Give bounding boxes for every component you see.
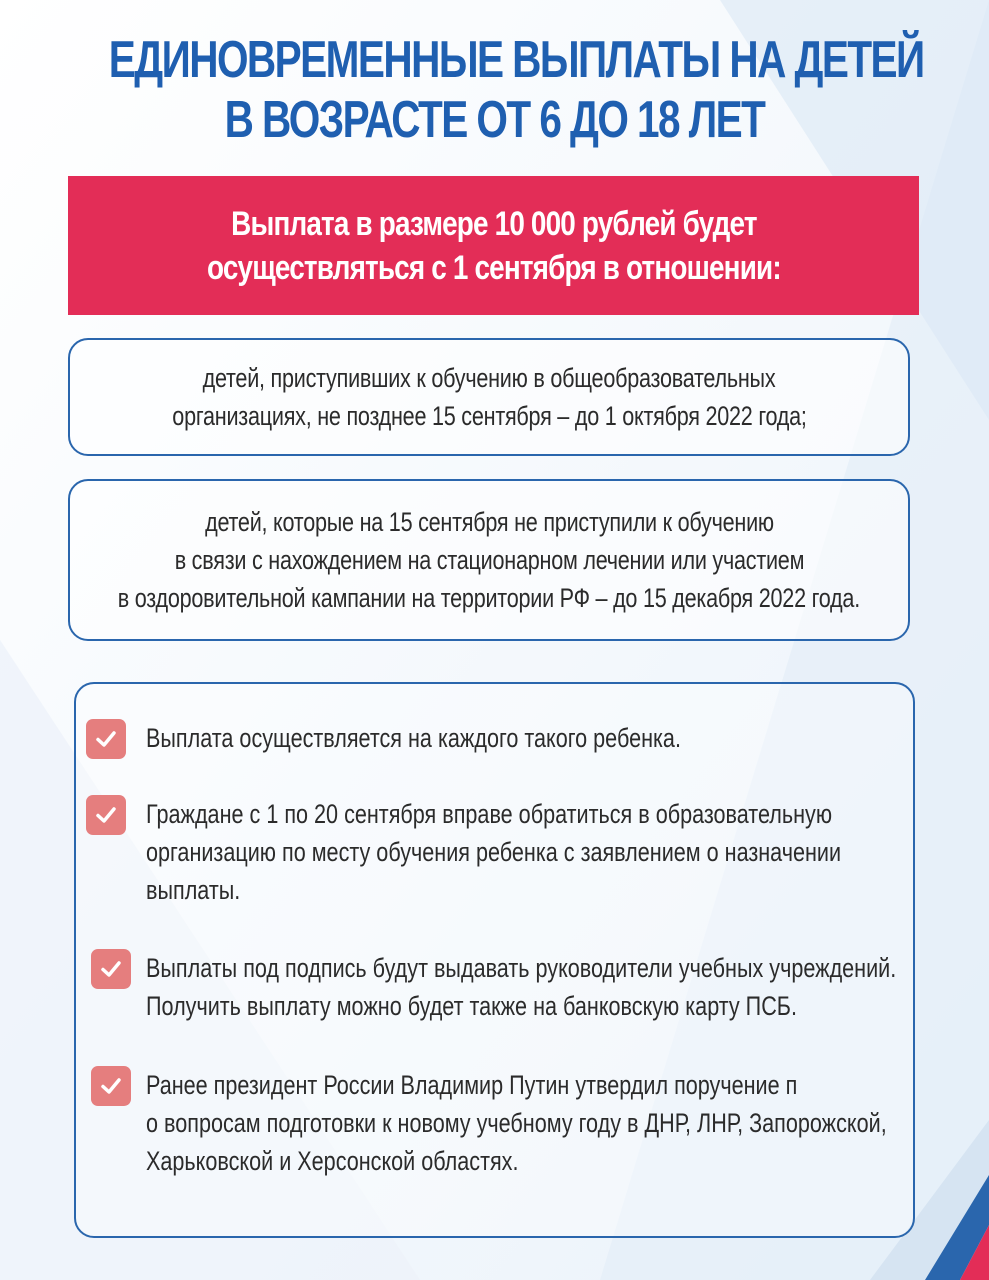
item-text-line: организацию по месту обучения ребенка с заявлением о назначении: [146, 837, 842, 867]
condition-card-2: [68, 479, 910, 641]
highlight-banner: [68, 176, 919, 315]
card-text-line: детей, которые на 15 сентября не приступили к обучению: [204, 507, 774, 537]
check-icon: [91, 1066, 131, 1106]
condition-card-1: [68, 338, 910, 456]
item-text-line: о вопросам подготовки к новому учебному году в ДНР, ЛНР, Запорожской,: [146, 1108, 887, 1138]
item-text-line: Выплаты под подпись будут выдавать руководители учебных учреждений.: [146, 953, 897, 983]
item-text-line: выплаты.: [146, 875, 241, 905]
check-icon: [86, 795, 126, 835]
card-text-line: в оздоровительной кампании на территории РФ – до 15 декабря 2022 года.: [117, 583, 861, 613]
title-line-2: В ВОЗРАСТЕ ОТ 6 ДО 18 ЛЕТ: [224, 91, 765, 149]
card-text-line: детей, приступивших к обучению в общеобразовательных: [202, 363, 776, 393]
title-line-1: ЕДИНОВРЕМЕННЫЕ ВЫПЛАТЫ НА ДЕТЕЙ: [108, 31, 924, 89]
banner-line-2: осуществляться с 1 сентября в отношении:: [206, 248, 781, 287]
card-text-line: организациях, не позднее 15 сентября – до 1 октября 2022 года;: [171, 401, 807, 431]
info-checklist: [74, 682, 915, 1238]
item-text-line: Получить выплату можно будет также на банковскую карту ПСБ.: [146, 991, 797, 1021]
card-text-line: в связи с нахождением на стационарном лечении или участием: [174, 545, 804, 575]
item-text-line: Харьковской и Херсонской областях.: [146, 1146, 519, 1176]
check-icon: [91, 949, 131, 989]
page-title: [108, 30, 924, 150]
item-text-line: Выплата осуществляется на каждого такого ребенка.: [146, 723, 681, 753]
item-text-line: Ранее президент России Владимир Путин утвердил поручение п: [146, 1070, 798, 1100]
item-text-line: Граждане с 1 по 20 сентября вправе обратиться в образовательную: [146, 799, 833, 829]
check-icon: [86, 719, 126, 759]
banner-line-1: Выплата в размере 10 000 рублей будет: [230, 204, 757, 243]
